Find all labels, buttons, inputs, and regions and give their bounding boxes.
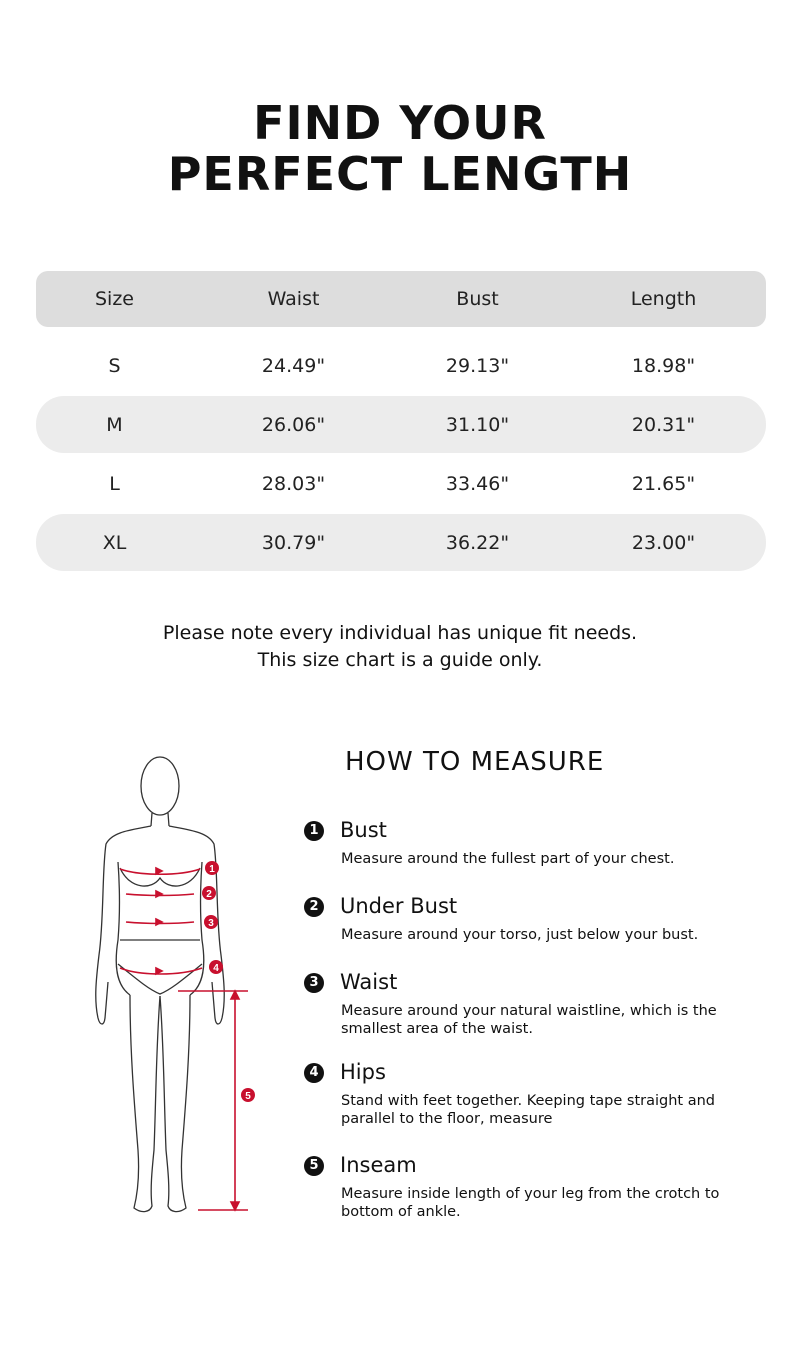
header-waist: Waist xyxy=(267,288,320,310)
cell-bust: 29.13" xyxy=(445,354,510,377)
cell-waist: 24.49" xyxy=(261,354,326,377)
step-description: Measure around the fullest part of your chest. xyxy=(341,851,675,867)
table-row xyxy=(36,396,766,453)
cell-bust: 33.46" xyxy=(445,472,510,495)
size-table xyxy=(36,271,766,573)
header-length: Length xyxy=(630,288,697,310)
table-header xyxy=(36,271,766,327)
marker-3-label: 3 xyxy=(208,918,214,929)
step-number-icon: 4 xyxy=(304,1063,324,1083)
step-name: Waist xyxy=(340,970,398,994)
cell-length: 20.31" xyxy=(631,413,696,436)
cell-waist: 26.06" xyxy=(261,413,326,436)
table-row xyxy=(36,337,766,394)
step-name: Under Bust xyxy=(340,894,458,918)
step-description: Measure around your natural waistline, which is the smallest area of the waist. xyxy=(341,1003,717,1037)
note-line-2: This size chart is a guide only. xyxy=(257,649,543,671)
how-to-measure-title: HOW TO MEASURE xyxy=(345,747,605,777)
marker-2-label: 2 xyxy=(206,889,212,900)
cell-length: 18.98" xyxy=(631,354,696,377)
measure-lines xyxy=(120,868,248,1210)
cell-length: 21.65" xyxy=(631,472,696,495)
header-bust: Bust xyxy=(456,288,499,310)
cell-bust: 36.22" xyxy=(445,531,510,554)
body-figure-illustration xyxy=(90,750,270,1220)
step-name: Inseam xyxy=(340,1153,417,1177)
step-number-icon: 3 xyxy=(304,973,324,993)
fit-note xyxy=(0,620,800,674)
title-line-2: PERFECT LENGTH xyxy=(167,147,633,201)
cell-length: 23.00" xyxy=(631,531,696,554)
step-number-icon: 5 xyxy=(304,1156,324,1176)
step-name: Hips xyxy=(340,1060,386,1084)
cell-waist: 28.03" xyxy=(261,472,326,495)
cell-size: M xyxy=(106,413,123,436)
step-description: Measure inside length of your leg from the crotch to bottom of ankle. xyxy=(341,1186,720,1220)
cell-bust: 31.10" xyxy=(445,413,510,436)
cell-size: S xyxy=(108,354,121,377)
title-line-1: FIND YOUR xyxy=(253,96,547,150)
marker-4-label: 4 xyxy=(213,963,219,974)
step-name: Bust xyxy=(340,818,387,842)
step-number-icon: 2 xyxy=(304,897,324,917)
step-description: Measure around your torso, just below your bust. xyxy=(341,927,699,943)
page-title xyxy=(0,98,800,200)
cell-size: L xyxy=(109,472,120,495)
step-description: Stand with feet together. Keeping tape straight and parallel to the floor, measure xyxy=(341,1093,715,1127)
note-line-1: Please note every individual has unique fit needs. xyxy=(162,622,638,644)
table-row xyxy=(36,455,766,512)
step-number-icon: 1 xyxy=(304,821,324,841)
measure-markers xyxy=(202,861,255,1102)
cell-waist: 30.79" xyxy=(261,531,326,554)
marker-5-label: 5 xyxy=(245,1091,251,1102)
header-size: Size xyxy=(94,288,134,310)
cell-size: XL xyxy=(102,531,127,554)
table-row xyxy=(36,514,766,571)
marker-1-label: 1 xyxy=(209,864,215,875)
body-outline xyxy=(96,757,224,1212)
